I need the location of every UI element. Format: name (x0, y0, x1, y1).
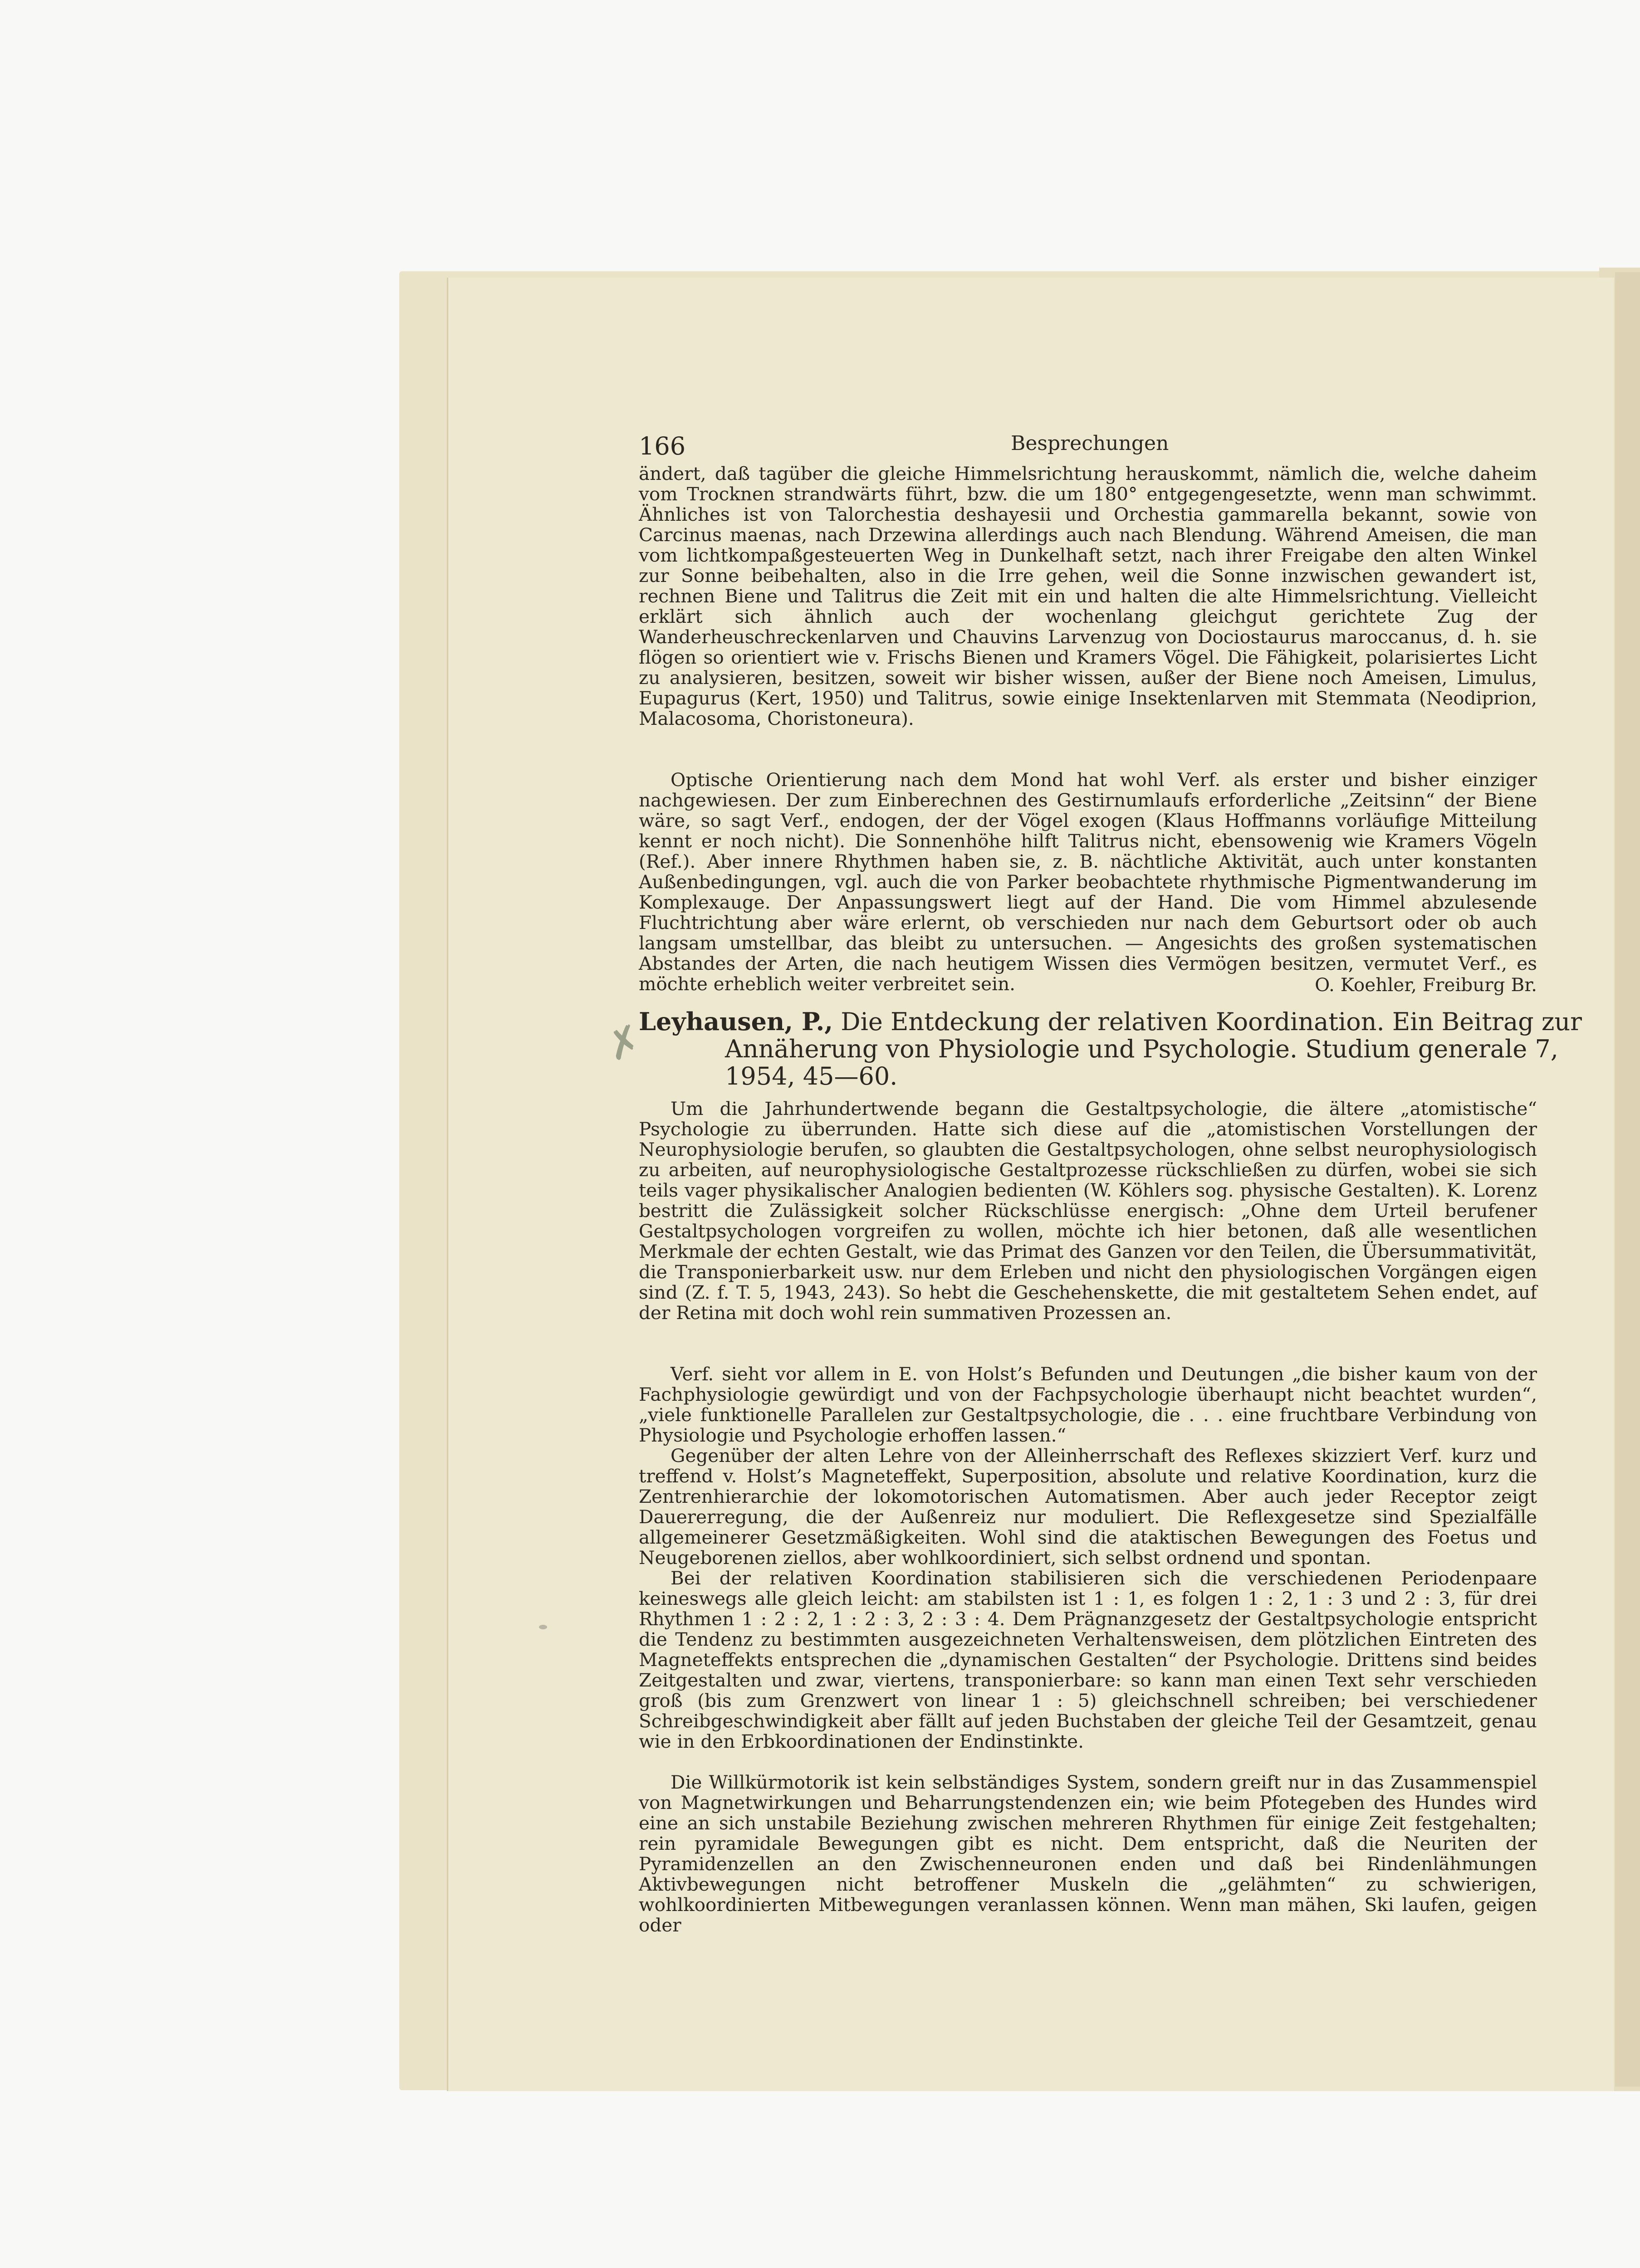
review2-paragraph: Gegenüber der alten Lehre von der Alleinherrschaft des Reflexes skizziert Verf. kurz und treffend v. Holst’s Magneteffekt, Superposition, absolute und relative Koordination, kurz die Zentrenhierarchie der lokomotorischen Automatismen. Aber auch jeder Receptor zeigt Dauererregung, die der Außenreiz nur moduliert. Die Reflexgesetze sind Spezialfälle allgemeinerer Gesetzmäßigkeiten. Wohl sind die ataktischen Bewegungen des Foetus und Neugeborenen ziellos, aber wohlkoordiniert, sich selbst ordnend und spontan. (639, 1445, 1537, 1569)
review1-signature: O. Koehler, Freiburg Br. (1315, 974, 1537, 996)
review2-paragraph: Die Willkürmotorik ist kein selbständiges System, sondern greift nur in das Zusammenspiel von Magnetwirkungen und Beharrungstendenzen ein; wie beim Pfotegeben des Hundes wird eine an sich unstabile Beziehung zwischen mehreren Rhythmen für einige Zeit festgehalten; rein pyramidale Bewegungen gibt es nicht. Dem entspricht, daß die Neuriten der Pyramidenzellen an den Zwischenneuronen enden und daß bei Rindenlähmungen Aktivbewegungen nicht betroffener Muskeln die „gelähmten“ zu schwierigen, wohlkoordinierten Mitbewegungen veranlassen können. Wenn man mähen, Ski laufen, geigen oder (639, 1771, 1537, 1936)
review2-paragraph: Um die Jahrhundertwende begann die Gestaltpsychologie, die ältere „atomistische“ Psychologie zu überrunden. Hatte sich diese auf die „atomistischen Vorstellungen der Neurophysiologie berufen, so glaubten die Gestaltpsychologen, ohne selbst neurophysiologisch zu arbeiten, auf neurophysiologische Gestaltprozesse rückschließen zu dürfen, wobei sie sich teils vager physikalischer Analogien bedienten (W. Köhlers sog. physische Gestalten). K. Lorenz bestritt die Zulässigkeit solcher Rückschlüsse energisch: „Ohne dem Urteil berufener Gestaltpsychologen vorgreifen zu wollen, möchte ich hier betonen, daß alle wesentlichen Merkmale der echten Gestalt, wie das Primat des Ganzen vor den Teilen, die Übersummativität, die Transponierbarkeit usw. nur dem Erleben und nicht den physiologischen Vorgängen eigen sind (Z. f. T. 5, 1943, 243). So hebt die Geschehenskette, die mit gestaltetem Sehen endet, auf der Retina mit doch wohl rein summativen Prozessen an. (639, 1098, 1537, 1324)
review2-paragraph: Verf. sieht vor allem in E. von Holst’s Befunden und Deutungen „die bisher kaum von der Fachphysiologie gewürdigt und von der Fachpsychologie überhaupt nicht beachtet wurden“, „viele funktionelle Parallelen zur Gestaltpsychologie, die . . . eine fruchtbare Verbindung von Physiologie und Psychologie erhoffen lassen.“ (639, 1363, 1537, 1446)
pencil-mark-icon: ✗ (600, 1015, 649, 1071)
review2-heading (639, 1008, 1623, 1090)
book-page (447, 278, 1614, 2091)
review1-paragraph: Optische Orientierung nach dem Mond hat wohl Verf. als erster und bisher einziger nachgewiesen. Der zum Einberechnen des Gestirnumlaufs erforderliche „Zeitsinn“ der Biene wäre, so sagt Verf., endogen, der der Vögel exogen (Klaus Hoffmanns vorläufige Mitteilung kennt er noch nicht). Die Sonnenhöhe hilft Talitrus nicht, ebensowenig wie Kramers Vögeln (Ref.). Aber innere Rhythmen haben sie, z. B. nächtliche Aktivität, auch unter konstanten Außenbedingungen, vgl. auch die von Parker beobachtete rhythmische Pigmentwanderung im Komplexauge. Der Anpassungswert liegt auf der Hand. Die vom Himmel abzulesende Fluchtrichtung aber wäre erlernt, ob verschieden nur nach dem Geburtsort oder ob auch langsam umstellbar, das bleibt zu untersuchen. — Angesichts des großen systematischen Abstandes der Arten, die nach heutigem Wissen dies Vermögen besitzen, vermutet Verf., es möchte erheblich weiter verbreitet sein. (639, 769, 1537, 995)
page-header (639, 432, 1537, 464)
running-title: Besprechungen (1011, 432, 1169, 455)
review2-citation: Die Entdeckung der relativen Koordination. Ein Beitrag zur Annäherung von Physiologie und Psychologie. Studium generale 7, 1954, 45—60. (725, 1007, 1582, 1090)
adjacent-page-edge (1615, 272, 1640, 2087)
paper-speck (539, 1625, 547, 1629)
review2-paragraph: Bei der relativen Koordination stabilisieren sich die verschiedenen Periodenpaare keineswegs alle gleich leicht: am stabilsten ist 1 : 1, es folgen 1 : 2, 1 : 3 und 2 : 3, für drei Rhythmen 1 : 2 : 2, 1 : 2 : 3, 2 : 3 : 4. Dem Prägnanzgesetz der Gestaltpsychologie entspricht die Tendenz zu bestimmten ausgezeichneten Verhaltensweisen, dem plötzlichen Eintreten des Magneteffekts entsprechen die „dynamischen Gestalten“ der Psychologie. Drittens sind beides Zeitgestalten und zwar, viertens, transponierbare: so kann man einen Text sehr verschieden groß (bis zum Grenzwert von linear 1 : 5) gleichschnell schreiben; bei verschiedener Schreibgeschwindigkeit aber fällt auf jeden Buchstaben der gleiche Teil der Gesamtzeit, genau wie in den Erbkoordinationen der Endinstinkte. (639, 1567, 1537, 1752)
page-number: 166 (639, 432, 686, 460)
text-block (639, 463, 1582, 1960)
review2-author: Leyhausen, P., (639, 1007, 833, 1036)
review1-paragraph: ändert, daß tagüber die gleiche Himmelsrichtung herauskommt, nämlich die, welche daheim vom Trocknen strandwärts führt, bzw. die um 180° entgegengesetzte, wenn man schwimmt. Ähnliches ist von Talorchestia deshayesii und Orchestia gammarella bekannt, sowie von Carcinus maenas, nach Drzewina allerdings auch nach Blendung. Während Ameisen, die man vom lichtkompaßgesteuerten Weg in Dunkelhaft setzt, nach ihrer Freigabe den alten Winkel zur Sonne beibehalten, also in die Irre gehen, weil die Sonne inzwischen gewandert ist, rechnen Biene und Talitrus die Zeit mit ein und halten die alte Himmelsrichtung. Vielleicht erklärt sich ähnlich auch der wochenlang gleichgut gerichtete Zug der Wanderheuschreckenlarven und Chauvins Larvenzug von Dociostaurus maroccanus, d. h. sie flögen so orientiert wie v. Frischs Bienen und Kramers Vögel. Die Fähigkeit, polarisiertes Licht zu analysieren, besitzen, soweit wir bisher wissen, außer der Biene noch Ameisen, Limulus, Eupagurus (Kert, 1950) und Talitrus, sowie einige Insektenlarven mit Stemmata (Neodiprion, Malacosoma, Choristoneura). (639, 463, 1537, 729)
